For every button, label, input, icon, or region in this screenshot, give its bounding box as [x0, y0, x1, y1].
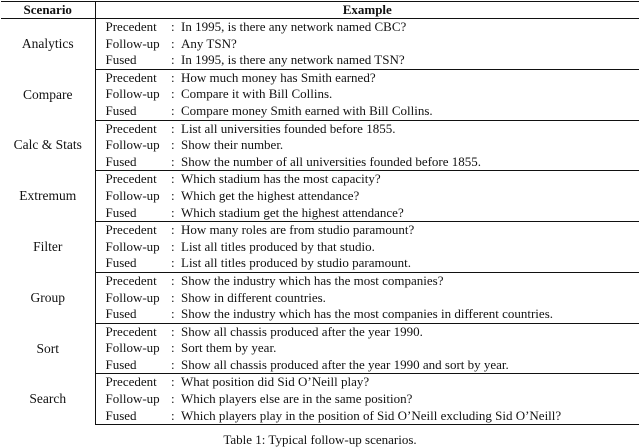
- role-cell: Follow-up: [105, 187, 160, 203]
- sentence-cell: [171, 86, 639, 103]
- role-cell: Follow-up: [105, 35, 160, 51]
- table-row: [1, 205, 639, 222]
- table-row: [1, 290, 639, 307]
- separator-colon: :: [171, 407, 175, 423]
- sentence-text: In 1995, is there any network named TSN?: [181, 52, 405, 68]
- sentence-cell: [171, 340, 639, 357]
- scenario-cell: Analytics: [1, 19, 95, 70]
- table-row: [1, 306, 639, 323]
- sentence-cell: [171, 171, 639, 188]
- role-cell: Fused: [95, 306, 171, 323]
- table-row: [1, 222, 639, 239]
- sentence-cell: [171, 52, 639, 69]
- table-row: [1, 137, 639, 154]
- table-row: [1, 255, 639, 272]
- table-row: [1, 239, 639, 256]
- separator-colon: :: [171, 102, 175, 118]
- sentence-text: List all universities founded before 1855.: [181, 120, 396, 136]
- separator-colon: :: [171, 272, 175, 288]
- sentence-cell: [171, 222, 639, 239]
- role-cell: Precedent: [105, 374, 157, 390]
- role-cell: Follow-up: [105, 391, 160, 407]
- separator-colon: :: [171, 137, 175, 153]
- table-row: [1, 171, 639, 188]
- sentence-cell: [171, 357, 639, 374]
- separator-colon: :: [171, 323, 175, 339]
- scenario-cell: Filter: [1, 222, 95, 273]
- role-cell: Fused: [95, 408, 171, 425]
- table-row: [1, 120, 639, 137]
- separator-colon: :: [171, 306, 175, 322]
- role-cell: Precedent: [105, 19, 157, 34]
- role-cell: Fused: [95, 103, 171, 120]
- scenario-cell: Sort: [1, 323, 95, 374]
- sentence-text: Show their number.: [181, 137, 284, 153]
- separator-colon: :: [171, 86, 175, 102]
- separator-colon: :: [171, 289, 175, 305]
- table-row: [1, 154, 639, 171]
- sentence-cell: [171, 290, 639, 307]
- sentence-cell: [171, 137, 639, 154]
- sentence-text: Any TSN?: [181, 35, 237, 51]
- role-cell: Fused: [95, 154, 171, 171]
- table-row: [1, 391, 639, 408]
- sentence-cell: [171, 69, 639, 86]
- sentence-text: In 1995, is there any network named CBC?: [181, 19, 407, 34]
- separator-colon: :: [171, 35, 175, 51]
- sentence-text: How many roles are from studio paramount?: [181, 222, 415, 238]
- sentence-cell: [171, 36, 639, 53]
- table-row: [1, 374, 639, 391]
- sentence-cell: [171, 408, 639, 425]
- sentence-text: Show the industry which has the most companies in different countries.: [181, 306, 553, 322]
- separator-colon: :: [171, 171, 175, 187]
- scenario-cell: Compare: [1, 69, 95, 120]
- role-cell: Follow-up: [105, 340, 160, 356]
- scenario-cell: Search: [1, 374, 95, 425]
- separator-colon: :: [171, 153, 175, 169]
- table-row: [1, 323, 639, 340]
- table-row: [1, 188, 639, 205]
- role-cell: Follow-up: [105, 137, 160, 153]
- sentence-cell: [171, 188, 639, 205]
- sentence-text: Show all chassis produced after the year 1990 and sort by year.: [181, 356, 509, 372]
- scenario-cell: Extremum: [1, 171, 95, 222]
- sentence-cell: [171, 239, 639, 256]
- role-cell: Precedent: [105, 120, 157, 136]
- role-cell: Follow-up: [105, 238, 160, 254]
- sentence-text: Compare money Smith earned with Bill Collins.: [181, 102, 433, 118]
- separator-colon: :: [171, 356, 175, 372]
- sentence-text: Show all chassis produced after the year 1990.: [181, 323, 423, 339]
- separator-colon: :: [171, 222, 175, 238]
- sentence-text: Show the number of all universities founded before 1855.: [181, 153, 482, 169]
- role-cell: Fused: [95, 52, 171, 69]
- table-row: [1, 272, 639, 289]
- role-cell: Fused: [95, 255, 171, 272]
- table-header-row: [1, 2, 639, 19]
- table-row: [1, 103, 639, 120]
- table-row: [1, 36, 639, 53]
- scenario-cell: Calc & Stats: [1, 120, 95, 171]
- separator-colon: :: [171, 204, 175, 220]
- table-row: [1, 86, 639, 103]
- sentence-cell: [171, 205, 639, 222]
- sentence-text: List all titles produced by that studio.: [181, 238, 375, 254]
- sentence-text: Which players play in the position of Sid O’Neill excluding Sid O’Neill?: [181, 407, 562, 423]
- sentence-cell: [171, 120, 639, 137]
- table-caption: Table 1: Typical follow-up scenarios.: [223, 432, 417, 447]
- examples-table: [1, 1, 639, 425]
- role-cell: Precedent: [105, 323, 157, 339]
- sentence-text: Show the industry which has the most companies?: [181, 272, 444, 288]
- sentence-text: Which stadium has the most capacity?: [181, 171, 381, 187]
- sentence-text: How much money has Smith earned?: [181, 69, 376, 85]
- sentence-text: Which players else are in the same position?: [181, 391, 413, 407]
- sentence-cell: [171, 323, 639, 340]
- role-cell: Follow-up: [105, 289, 160, 305]
- sentence-text: What position did Sid O’Neill play?: [181, 374, 370, 390]
- sentence-cell: [171, 272, 639, 289]
- scenario-cell: Group: [1, 272, 95, 323]
- table-row: [1, 52, 639, 69]
- role-cell: Precedent: [105, 222, 157, 238]
- separator-colon: :: [171, 52, 175, 68]
- role-cell: Precedent: [105, 171, 157, 187]
- sentence-cell: [171, 255, 639, 272]
- role-cell: Follow-up: [105, 86, 160, 102]
- separator-colon: :: [171, 255, 175, 271]
- role-cell: Precedent: [105, 69, 157, 85]
- sentence-cell: [171, 306, 639, 323]
- sentence-cell: [171, 19, 639, 36]
- separator-colon: :: [171, 120, 175, 136]
- sentence-cell: [171, 391, 639, 408]
- separator-colon: :: [171, 340, 175, 356]
- role-cell: Fused: [95, 357, 171, 374]
- sentence-text: Show in different countries.: [181, 289, 326, 305]
- separator-colon: :: [171, 19, 175, 34]
- separator-colon: :: [171, 69, 175, 85]
- role-cell: Precedent: [105, 272, 157, 288]
- sentence-cell: [171, 103, 639, 120]
- separator-colon: :: [171, 374, 175, 390]
- table-row: [1, 19, 639, 36]
- table-row: [1, 69, 639, 86]
- separator-colon: :: [171, 391, 175, 407]
- separator-colon: :: [171, 187, 175, 203]
- role-cell: Fused: [95, 205, 171, 222]
- separator-colon: :: [171, 238, 175, 254]
- sentence-cell: [171, 154, 639, 171]
- table-row: [1, 408, 639, 425]
- sentence-text: List all titles produced by studio paramount.: [181, 255, 411, 271]
- header-scenario: Scenario: [1, 2, 95, 19]
- header-example: Example: [95, 2, 639, 19]
- sentence-text: Compare it with Bill Collins.: [181, 86, 333, 102]
- table-row: [1, 340, 639, 357]
- sentence-text: Which stadium get the highest attendance?: [181, 204, 404, 220]
- sentence-text: Which get the highest attendance?: [181, 187, 360, 203]
- table-body: [1, 19, 639, 425]
- sentence-cell: [171, 374, 639, 391]
- sentence-text: Sort them by year.: [181, 340, 277, 356]
- table-row: [1, 357, 639, 374]
